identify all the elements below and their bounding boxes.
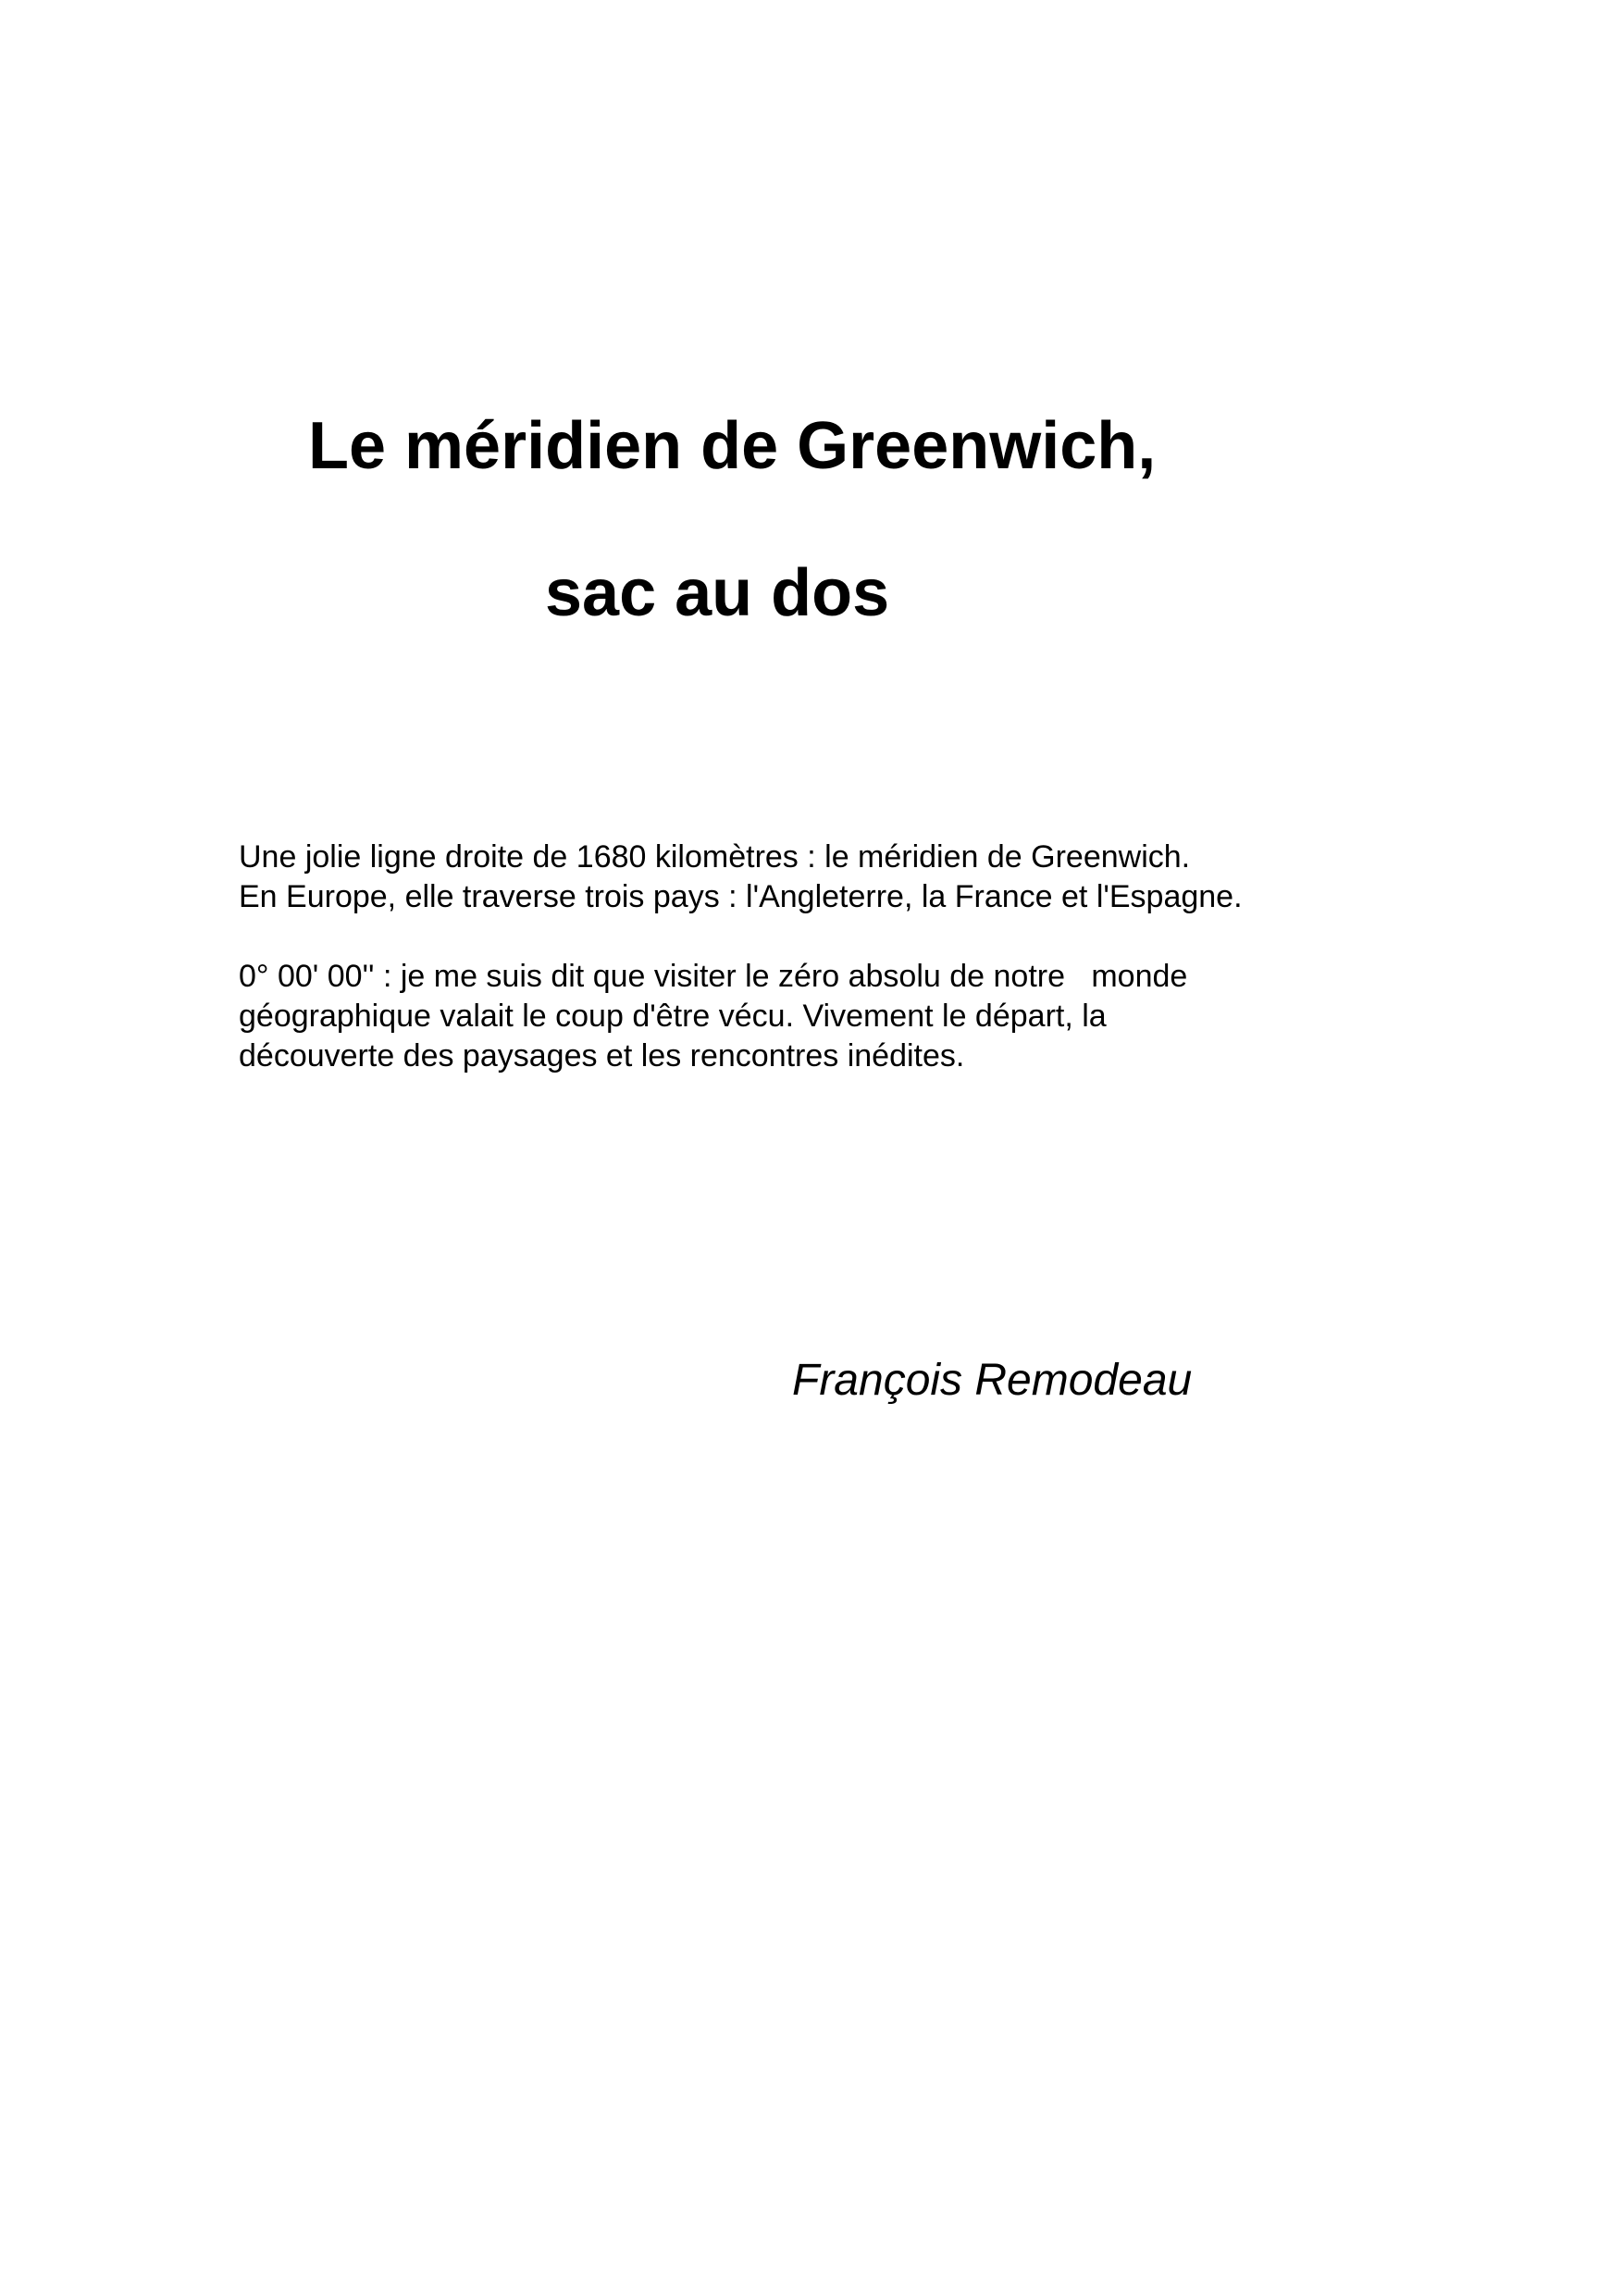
intro-line: En Europe, elle traverse trois pays : l'Angleterre, la France et l'Espagne. xyxy=(239,879,1243,914)
intro-line: Une jolie ligne droite de 1680 kilomètres : le méridien de Greenwich. xyxy=(239,839,1191,875)
author-name: François Remodeau xyxy=(792,1356,1193,1405)
intro-line: 0° 00' 00'' : je me suis dit que visiter le zéro absolu de notre monde xyxy=(239,959,1188,994)
intro-line: géographique valait le coup d'être vécu. Vivement le départ, la xyxy=(239,999,1107,1034)
page-title-line-1: Le méridien de Greenwich, xyxy=(308,409,1157,483)
intro-line: découverte des paysages et les rencontres inédites. xyxy=(239,1038,965,1074)
page-title-line-2: sac au dos xyxy=(545,556,890,630)
paragraph-gap xyxy=(239,917,1243,957)
intro-text xyxy=(239,838,1243,1076)
